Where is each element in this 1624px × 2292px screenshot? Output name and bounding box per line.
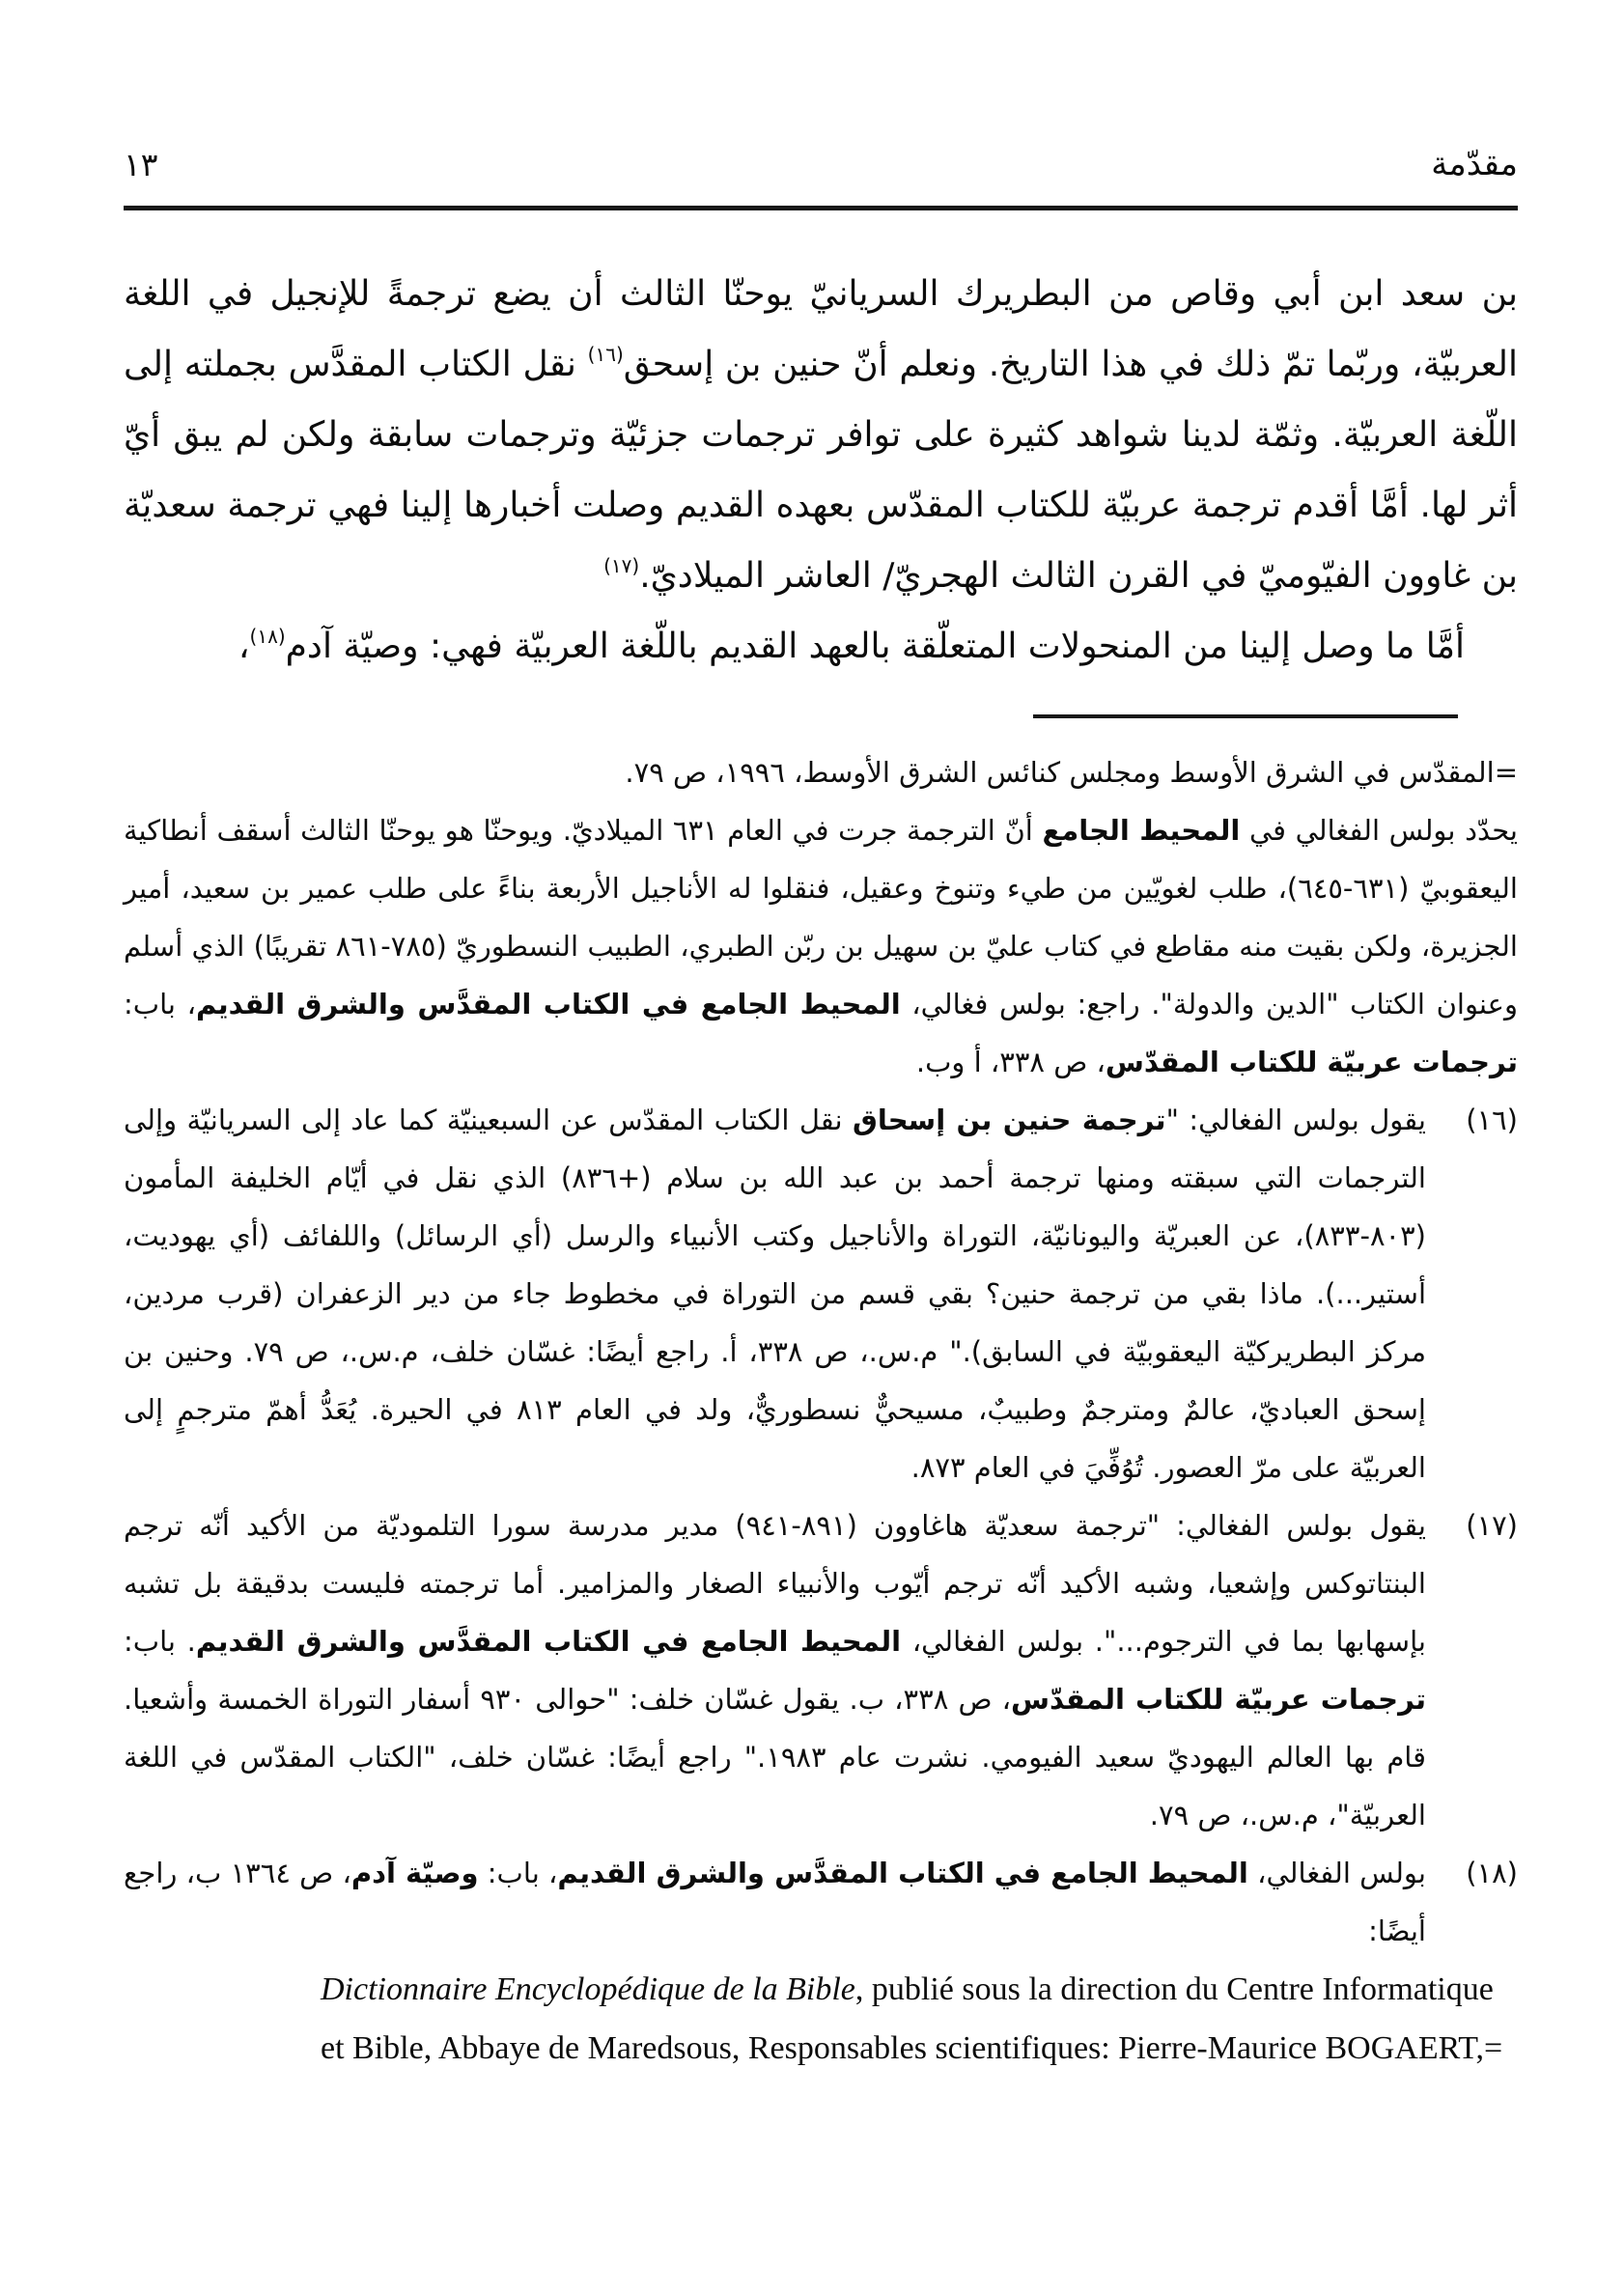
text-segment: ، ص ٣٣٨، ب. يقول غسّان خلف: "حوالى ٩٣٠ أسفار التوراة الخمسة وأشعيا. قام بها العالم اليهوديّ سعيد الفيومي. نشرت عام ١٩٨٣." راجع أيضًا: غسّان خلف، "الكتاب المقدّس في اللغة العربيّة"، م.س.، ص ٧٩. <box>124 1683 1426 1832</box>
text-segment: المحيط الجامع في الكتاب المقدَّس والشرق القديم <box>557 1857 1248 1890</box>
text-segment: ، <box>238 627 250 667</box>
text-segment: المحيط الجامع في الكتاب المقدَّس والشرق القديم <box>195 988 901 1021</box>
text-segment: أمَّا ما وصل إلينا من المنحولات المتعلّقة بالعهد القديم باللّغة العربيّة فهي: وصيّة آدم <box>285 627 1465 667</box>
body-text <box>124 259 1518 682</box>
footnote-continuation-1 <box>124 743 1518 801</box>
text-segment: يحدّد بولس الفغالي في <box>1240 814 1519 848</box>
footnote-number: (١٦) <box>1466 1104 1518 1137</box>
footnote-17 <box>124 1496 1518 1844</box>
footnote-18 <box>124 1844 1518 1960</box>
text-segment: نقل الكتاب المقدّس عن السبعينيّة كما عاد إلى السريانيّة وإلى الترجمات التي سبقته ومنها ترجمة أحمد بن عبد الله بن سلام (+٨٣٦) الذي نقل في أيّام الخليفة المأمون (٨٠٣-٨٣٣)، عن العبريّة واليونانيّة، التوراة والأناجيل وكتب الأنبياء والرسل (أي الرسائل) واللفائف (أي يهوديت، أستير...). ماذا بقي من ترجمة حنين؟ بقي قسم من التوراة في مخطوط جاء من دير الزعفران (قرب مردين، مركز البطريركيّة اليعقوبيّة في السابق)." م.س.، ص ٣٣٨، أ. راجع أيضًا: غسّان خلف، م.س.، ص ٧٩. وحنين بن إسحق العباديّ، عالمٌ ومترجمٌ وطبيبٌ، مسيحيٌّ نسطوريٌّ، ولد في العام ٨١٣ في الحيرة. يُعَدُّ أهمّ مترجمٍ إلى العربيّة على مرّ العصور. تُوُفِّيَ في العام ٨٧٣. <box>124 1104 1426 1485</box>
body-paragraph-2 <box>124 611 1518 682</box>
text-segment: المحيط الجامع في الكتاب المقدَّس والشرق القديم <box>195 1625 902 1659</box>
footnote-text <box>124 1496 1426 1844</box>
footnote-ref: (١٧) <box>603 554 640 578</box>
footnote-number: (١٧) <box>1466 1509 1518 1543</box>
text-segment: يقول بولس الفغالي: "ترجمة سعديّة هاغاوون (٨٩١-٩٤١) مدير مدرسة سورا التلموديّة من الأكيد أنّه ترجم البنتاتوكس وإشعيا، وشبه الأكيد أنّه ترجم أيّوب والأنبياء الصغار والمزامير. أما ترجمته فليست بدقيقة بل تشبه بإسهابها بما في الترجوم...". بولس الفغالي، <box>124 1509 1426 1659</box>
page-number: ١٣ <box>124 146 158 184</box>
text-segment: ، باب: <box>124 988 196 1021</box>
footnote-continuation-2 <box>124 801 1518 1091</box>
footnote-text <box>124 1091 1426 1496</box>
text-segment: ، باب: <box>478 1857 558 1890</box>
text-segment: بن سعد ابن أبي وقاص من البطريرك السريانيّ يوحنّا الثالث أن يضع ترجمةً للإنجيل في اللغة العربيّة، وربّما تمّ ذلك في هذا التاريخ. ونعلم أنّ حنين بن إسحق <box>124 274 1518 385</box>
text-segment: ، ص ١٣٦٤ ب، راجع أيضًا: <box>124 1857 1426 1948</box>
footnote-ref: (١٦) <box>587 343 624 367</box>
text-segment: . باب: <box>124 1625 196 1659</box>
text-segment: المحيط الجامع <box>1042 814 1241 848</box>
footnote-16 <box>124 1091 1518 1496</box>
text-segment: وصيّة آدم <box>350 1857 479 1890</box>
text-segment: Dictionnaire Encyclopédique de la Bible <box>321 1971 855 2008</box>
text-segment: ترجمات عربيّة للكتاب المقدّس <box>1105 1046 1518 1079</box>
footnote-french-reference <box>321 1960 1518 2078</box>
text-segment: بولس الفغالي، <box>1247 1857 1426 1890</box>
footnote-text <box>124 1844 1426 1960</box>
body-paragraph-1 <box>124 259 1518 611</box>
text-segment: يقول بولس الفغالي: " <box>1165 1104 1426 1137</box>
footnotes-section <box>124 743 1518 2078</box>
footnote-separator <box>1033 714 1458 718</box>
text-segment: نقل الكتاب المقدَّس بجملته إلى اللّغة العربيّة. وثمّة لدينا شواهد كثيرة على توافر ترجمات جزئيّة وترجمات سابقة ولكن لم يبق أيّ أثر لها. أمَّا أقدم ترجمة عربيّة للكتاب المقدّس بعهده القديم وصلت أخبارها إلينا فهي ترجمة سعديّة بن غاوون الفيّوميّ في القرن الثالث الهجريّ/ العاشر الميلاديّ. <box>124 345 1518 597</box>
text-segment: =المقدّس في الشرق الأوسط ومجلس كنائس الشرق الأوسط، ١٩٩٦، ص ٧٩. <box>625 756 1518 790</box>
text-segment: ، ص ٣٣٨، أ وب. <box>915 1046 1106 1079</box>
page-header <box>124 147 1518 182</box>
text-segment: , publié sous la direction du Centre Informatique et Bible, Abbaye de Maredsous, Responsables scientifiques: Pierre-Maurice BOGAERT,= <box>321 1971 1503 2067</box>
running-head: مقدّمة <box>1431 145 1518 183</box>
text-segment: ترجمات عربيّة للكتاب المقدّس <box>1011 1683 1426 1717</box>
text-segment: أنّ الترجمة جرت في العام ٦٣١ الميلاديّ. ويوحنّا هو يوحنّا الثالث أسقف أنطاكية اليعقوبيّ (٦٣١-٦٤٥)، طلب لغويّين من طيء وتنوخ وعقيل، فنقلوا له الأناجيل الأربعة بناءً على طلب عمير بن سعيد، أمير الجزيرة، ولكن بقيت منه مقاطع في كتاب عليّ بن سهيل بن ربّن الطبري، الطبيب النسطوريّ (٧٨٥-٨٦١ تقريبًا) الذي أسلم وعنوان الكتاب "الدين والدولة". راجع: بولس فغالي، <box>124 814 1518 1021</box>
text-segment: ترجمة حنين بن إسحاق <box>852 1104 1166 1137</box>
footnote-ref: (١٨) <box>249 625 286 649</box>
footnote-number: (١٨) <box>1466 1857 1518 1890</box>
header-rule <box>124 206 1518 210</box>
